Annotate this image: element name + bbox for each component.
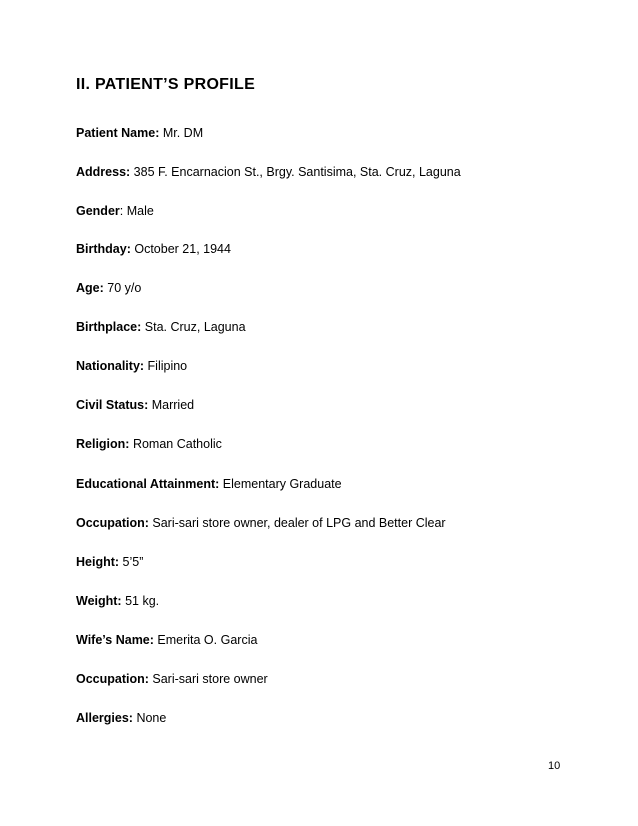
field-label: Occupation: (76, 516, 149, 530)
field-wifes-name (76, 633, 257, 647)
field-label: Patient Name: (76, 126, 160, 140)
field-label: Civil Status: (76, 398, 149, 412)
field-value: Sta. Cruz, Laguna (141, 320, 246, 334)
field-label: Allergies: (76, 711, 133, 725)
field-value: Married (148, 398, 195, 412)
field-value: None (132, 711, 167, 725)
field-label: Educational Attainment: (76, 477, 220, 491)
field-label: Weight: (76, 594, 122, 608)
field-birthday (76, 242, 231, 256)
field-age (76, 281, 141, 295)
field-value: Mr. DM (159, 126, 204, 140)
field-label: Religion: (76, 437, 130, 451)
field-value: Roman Catholic (129, 437, 222, 451)
field-nationality (76, 359, 187, 373)
field-label: Gender (76, 204, 120, 218)
page-number: 10 (548, 760, 561, 772)
field-weight (76, 594, 159, 608)
field-value: October 21, 1944 (130, 242, 231, 256)
field-occupation (76, 516, 446, 530)
field-label: Birthplace: (76, 320, 142, 334)
field-educational-attainment (76, 477, 342, 491)
field-address (76, 165, 461, 179)
field-value: Sari-sari store owner (148, 672, 268, 686)
field-civil-status (76, 398, 194, 412)
field-patient-name (76, 126, 203, 140)
field-value: : Male (119, 204, 154, 218)
field-label: Wife’s Name: (76, 633, 154, 647)
field-label: Birthday: (76, 242, 131, 256)
field-value: 5’5” (119, 555, 144, 569)
section-heading: II. PATIENT’S PROFILE (76, 76, 256, 93)
field-birthplace (76, 320, 246, 334)
field-label: Nationality: (76, 359, 145, 373)
field-label: Height: (76, 555, 120, 569)
field-label: Address: (76, 165, 131, 179)
field-label: Occupation: (76, 672, 149, 686)
field-value: 385 F. Encarnacion St., Brgy. Santisima, Sta. Cruz, Laguna (130, 165, 461, 179)
field-value: Sari-sari store owner, dealer of LPG and Better Clear (148, 516, 446, 530)
field-allergies (76, 711, 166, 725)
field-value: 70 y/o (103, 281, 142, 295)
field-height (76, 555, 143, 569)
field-value: Emerita O. Garcia (153, 633, 258, 647)
field-value: Filipino (144, 359, 188, 373)
field-label: Age: (76, 281, 104, 295)
field-value: 51 kg. (121, 594, 160, 608)
field-value: Elementary Graduate (219, 477, 342, 491)
field-wife-occupation (76, 672, 268, 686)
field-religion (76, 437, 222, 451)
field-gender (76, 204, 154, 218)
